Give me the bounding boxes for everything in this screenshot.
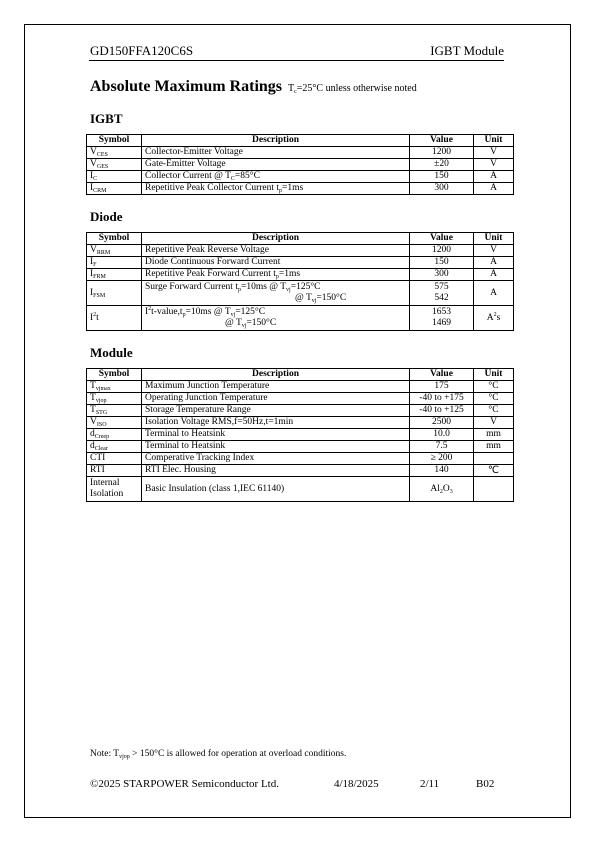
description-cell: Terminal to Heatsink <box>142 441 410 453</box>
value-cell: 150 <box>410 171 474 183</box>
footer-revision: B02 <box>476 778 495 790</box>
table-row <box>87 281 514 306</box>
symbol-cell: $I_C$ <box>87 171 142 183</box>
col-value: Value <box>410 369 474 381</box>
diode-table <box>86 232 514 331</box>
description-cell: Collector Current @ $T_C=85^\circ C$ <box>142 171 410 183</box>
table-row <box>87 477 514 502</box>
value-cell: -40 to +175 <box>410 393 474 405</box>
col-value: Value <box>410 233 474 245</box>
value-cell: 10.0 <box>410 429 474 441</box>
title-condition: $T_c=25^\circ C$ unless otherwise noted <box>288 83 417 95</box>
overload-note: Note: $T_{vjop} > 150^\circ C$ is allowed for operation at overload conditions. <box>90 749 347 760</box>
description-cell: Diode Continuous Forward Current <box>142 257 410 269</box>
description-cell: Surge Forward Current $t_p=10ms$ @ $T_{vj}=125^\circ C$ @ $T_{vj}=150^\circ C$ <box>142 281 410 306</box>
igbt-table <box>86 134 514 195</box>
value-cell: 2500 <box>410 417 474 429</box>
footer-page-number: 2/11 <box>420 778 440 790</box>
table-row <box>87 147 514 159</box>
title-main: Absolute Maximum Ratings <box>90 78 283 95</box>
symbol-cell: $d_{Clear}$ <box>87 441 142 453</box>
description-cell: Isolation Voltage RMS,f=50Hz,t=1min <box>142 417 410 429</box>
table-row <box>87 257 514 269</box>
table-row <box>87 381 514 393</box>
unit-cell: A <box>474 257 514 269</box>
unit-cell: A <box>474 183 514 195</box>
table-header-row <box>87 135 514 147</box>
table-row <box>87 441 514 453</box>
description-cell: Collector-Emitter Voltage <box>142 147 410 159</box>
unit-cell: °C <box>474 405 514 417</box>
value-cell: 175 <box>410 381 474 393</box>
unit-cell: ℃ <box>474 465 514 477</box>
table-row <box>87 269 514 281</box>
value-cell: 300 <box>410 183 474 195</box>
description-cell: Comperative Tracking Index <box>142 453 410 465</box>
unit-cell: V <box>474 159 514 171</box>
symbol-cell: $T_{vjmax}$ <box>87 381 142 393</box>
value-cell: 150 <box>410 257 474 269</box>
symbol-cell: RTI <box>87 465 142 477</box>
value-cell: 575 542 <box>410 281 474 306</box>
table-header-row <box>87 369 514 381</box>
symbol-cell: $V_{ISO}$ <box>87 417 142 429</box>
symbol-cell: $V_{CES}$ <box>87 147 142 159</box>
symbol-cell: $d_{Creep}$ <box>87 429 142 441</box>
value-cell: -40 to +125 <box>410 405 474 417</box>
value-cell: 1653 1469 <box>410 306 474 331</box>
unit-cell <box>474 453 514 465</box>
symbol-cell: Internal Isolation <box>87 477 142 502</box>
description-cell: Gate-Emitter Voltage <box>142 159 410 171</box>
symbol-cell: $I^2t$ <box>87 306 142 331</box>
col-value: Value <box>410 135 474 147</box>
col-description: Description <box>142 135 410 147</box>
value-cell: $Al_2O_3$ <box>410 477 474 502</box>
table-row <box>87 245 514 257</box>
description-cell: Storage Temperature Range <box>142 405 410 417</box>
table-row <box>87 393 514 405</box>
col-unit: Unit <box>474 233 514 245</box>
unit-cell: mm <box>474 429 514 441</box>
description-cell: Basic Insulation (class 1,IEC 61140) <box>142 477 410 502</box>
description-cell: Repetitive Peak Collector Current $t_p=1ms$ <box>142 183 410 195</box>
description-cell: Terminal to Heatsink <box>142 429 410 441</box>
value-cell: 1200 <box>410 147 474 159</box>
description-cell: Maximum Junction Temperature <box>142 381 410 393</box>
product-type: IGBT Module <box>430 43 504 58</box>
module-heading: Module <box>90 345 133 360</box>
table-row <box>87 465 514 477</box>
table-row <box>87 417 514 429</box>
symbol-cell: $V_{GES}$ <box>87 159 142 171</box>
unit-cell: mm <box>474 441 514 453</box>
footer-copyright: ©2025 STARPOWER Semiconductor Ltd. <box>90 778 279 790</box>
module-table <box>86 368 514 502</box>
section-title <box>90 78 417 96</box>
unit-cell: $A^2s$ <box>474 306 514 331</box>
col-description: Description <box>142 233 410 245</box>
unit-cell: V <box>474 147 514 159</box>
diode-heading: Diode <box>90 209 123 224</box>
unit-cell: V <box>474 417 514 429</box>
symbol-cell: $T_{vjop}$ <box>87 393 142 405</box>
table-row <box>87 453 514 465</box>
col-unit: Unit <box>474 369 514 381</box>
table-row <box>87 171 514 183</box>
unit-cell: A <box>474 171 514 183</box>
table-row <box>87 306 514 331</box>
value-cell: 1200 <box>410 245 474 257</box>
page-header <box>89 43 504 61</box>
description-cell: RTI Elec. Housing <box>142 465 410 477</box>
col-symbol: Symbol <box>87 369 142 381</box>
symbol-cell: $T_{STG}$ <box>87 405 142 417</box>
col-symbol: Symbol <box>87 233 142 245</box>
igbt-heading: IGBT <box>90 111 123 126</box>
table-row <box>87 405 514 417</box>
symbol-cell: $I_{CRM}$ <box>87 183 142 195</box>
table-row <box>87 429 514 441</box>
unit-cell: °C <box>474 393 514 405</box>
value-cell: 140 <box>410 465 474 477</box>
col-symbol: Symbol <box>87 135 142 147</box>
table-row <box>87 183 514 195</box>
col-description: Description <box>142 369 410 381</box>
table-header-row <box>87 233 514 245</box>
description-cell: Repetitive Peak Reverse Voltage <box>142 245 410 257</box>
table-row <box>87 159 514 171</box>
symbol-cell: $I_{FRM}$ <box>87 269 142 281</box>
symbol-cell: $I_F$ <box>87 257 142 269</box>
col-unit: Unit <box>474 135 514 147</box>
description-cell: Repetitive Peak Forward Current $t_p=1ms$ <box>142 269 410 281</box>
unit-cell: °C <box>474 381 514 393</box>
footer-date: 4/18/2025 <box>334 778 379 790</box>
symbol-cell: CTI <box>87 453 142 465</box>
unit-cell: A <box>474 281 514 306</box>
symbol-cell: $I_{FSM}$ <box>87 281 142 306</box>
description-cell: Operating Junction Temperature <box>142 393 410 405</box>
unit-cell: A <box>474 269 514 281</box>
value-cell: ±20 <box>410 159 474 171</box>
description-cell: $I^2t-value,t_p=10ms$ @ $T_{vj}=125^\circ C$ @ $T_{vj}=150^\circ C$ <box>142 306 410 331</box>
unit-cell <box>474 477 514 502</box>
unit-cell: V <box>474 245 514 257</box>
part-number: GD150FFA120C6S <box>90 43 194 58</box>
symbol-cell: $V_{RRM}$ <box>87 245 142 257</box>
value-cell: 7.5 <box>410 441 474 453</box>
value-cell: 300 <box>410 269 474 281</box>
value-cell: ≥ 200 <box>410 453 474 465</box>
